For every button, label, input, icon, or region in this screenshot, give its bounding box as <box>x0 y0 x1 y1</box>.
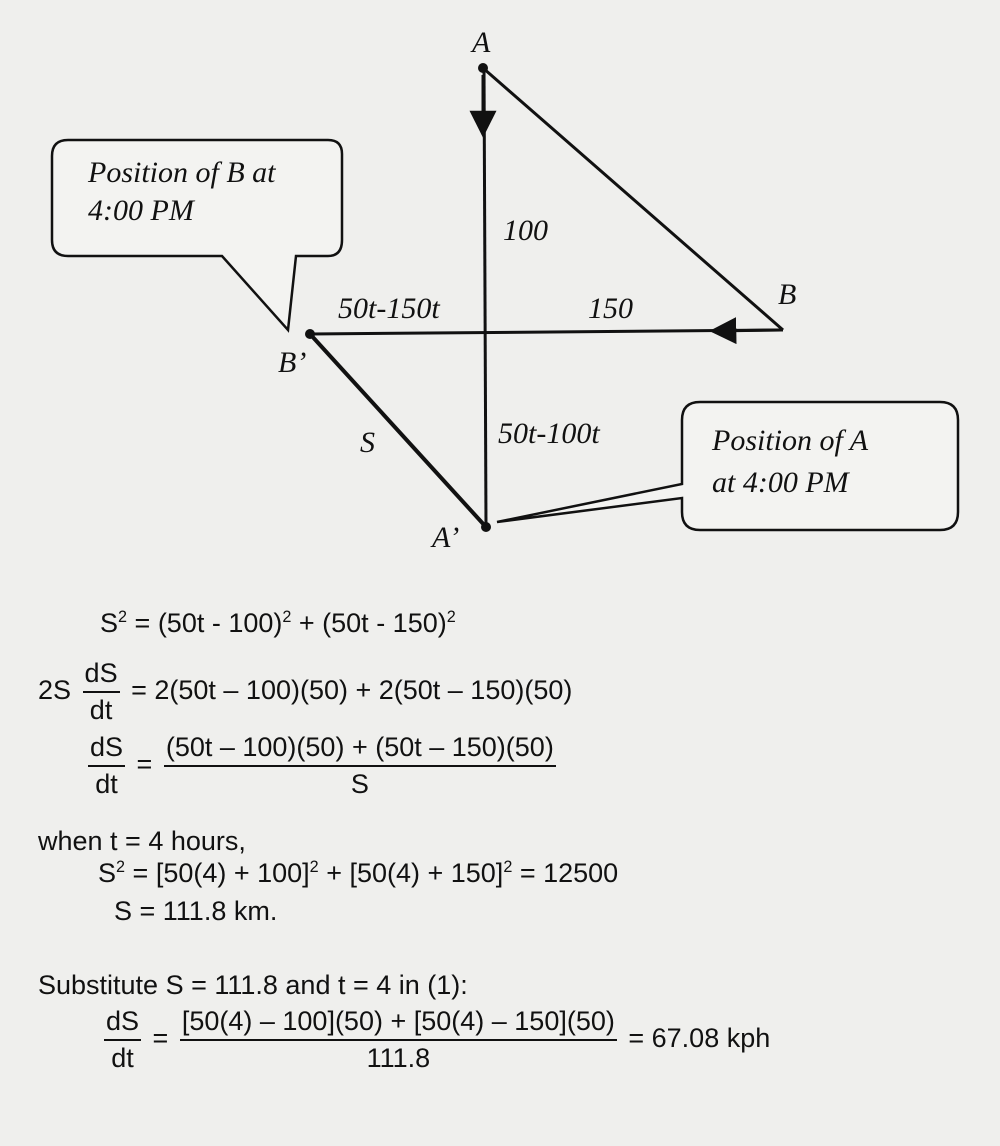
point-a <box>478 63 488 73</box>
line-s <box>310 334 486 527</box>
label-a-prime: A’ <box>432 521 460 554</box>
final-result: = 67.08 kph <box>628 1023 771 1054</box>
line-a-to-b <box>483 68 783 330</box>
label-50t-150t: 50t-150t <box>338 292 440 325</box>
point-b-prime <box>305 329 315 339</box>
label-150: 150 <box>588 292 633 325</box>
equation-final: $\frac{dS}{dt}$ = $\frac{[50(4) - 100](50) + [50(4) - 150](50)}{111.8}$ = 67.08 kph <box>106 1006 771 1073</box>
label-b: B <box>778 278 797 311</box>
callout-a-text-line1: Position of A <box>712 424 869 457</box>
callout-b-text-line2: 4:00 PM <box>88 194 194 227</box>
label-50t-100t: 50t-100t <box>498 417 600 450</box>
fraction-rhs: $\frac{(50t - 100)(50) + (50t - 150)(50)}{S}$ <box>165 732 554 799</box>
when-text: when t = 4 hours, <box>38 826 246 856</box>
substitute-text: Substitute S = 111.8 and t = 4 in (1): <box>38 970 468 1000</box>
equation-differentiated: 2S $\frac{dS}{dt}$ = 2(50t – 100)(50) + 2(50t – 150)(50) <box>38 658 573 725</box>
equation-ds-dt: $\frac{dS}{dt}$ = $\frac{(50t - 100)(50) + (50t - 150)(50)}{S}$ <box>90 732 554 799</box>
fraction-final-rhs: $\frac{[50(4) - 100](50) + [50(4) - 150](50)}{111.8}$ <box>181 1006 615 1073</box>
equation-s-squared: $S^2 = (50t - 100)^2 + (50t - 150)^2$ <box>100 608 456 638</box>
callout-a-text-line2: at 4:00 PM <box>712 466 849 499</box>
fraction-ds-dt: $\frac{dS}{dt}$ <box>84 658 118 725</box>
equation-s-squared-value: $S^2 = [50(4) + 100]^2 + [50(4) + 150]^2 = 12500$ <box>98 858 619 888</box>
label-b-prime: B’ <box>278 346 307 379</box>
callout-b-text-line1: Position of B at <box>88 156 276 189</box>
label-a: A <box>472 26 491 59</box>
equation-s-value: S = 111.8 km. <box>114 896 278 926</box>
label-100: 100 <box>503 214 548 247</box>
arrow-b-left <box>712 330 780 331</box>
label-s: S <box>360 426 375 459</box>
point-a-prime <box>481 522 491 532</box>
vertical-path-a <box>484 68 486 527</box>
